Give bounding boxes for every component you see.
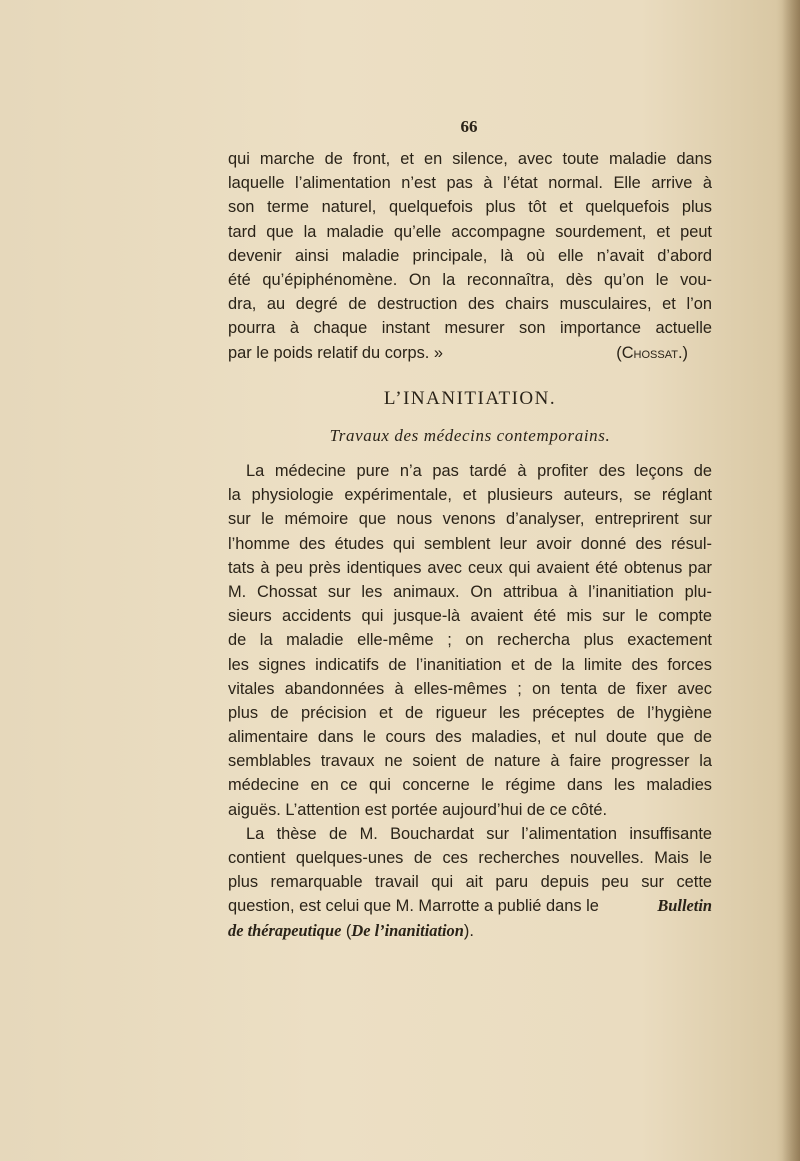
- paren-open: (: [341, 921, 352, 940]
- text-line: médecine en ce qui concerne le régime dans les maladies: [228, 776, 712, 795]
- text-line: M. Chossat sur les animaux. On attribua à l’inanitiation plu-: [228, 582, 712, 601]
- text-line: [228, 919, 712, 943]
- page-number: 66: [460, 117, 478, 136]
- section-subtitle: Travaux des médecins contemporains.: [329, 426, 611, 445]
- quote-closing-text: par le poids relatif du corps. »: [228, 343, 444, 362]
- text-line-segment: question, est celui que M. Marrotte a publié dans le: [228, 897, 599, 916]
- text-line: La thèse de M. Bouchardat sur l’alimentation insuffisante: [246, 824, 712, 843]
- text-line: dra, au degré de destruction des chairs musculaires, et l’on: [228, 295, 712, 314]
- text-line: [228, 894, 712, 918]
- text-line: la physiologie expérimentale, et plusieurs auteurs, se réglant: [228, 486, 712, 505]
- text-line: laquelle l’alimentation n’est pas à l’état normal. Elle arrive à: [228, 174, 712, 193]
- text-line: sieurs accidents qui jusque-là avaient été mis sur le compte: [228, 607, 712, 626]
- text-line: aiguës. L’attention est portée aujourd’hui de ce côté.: [228, 800, 608, 819]
- text-line: plus de précision et de rigueur les préceptes de l’hygiène: [228, 703, 712, 722]
- text-line: alimentaire dans le cours des maladies, et nul doute que de: [228, 728, 712, 747]
- paragraph-main: [228, 459, 712, 943]
- paragraph-continuation: [228, 147, 712, 365]
- quote-attribution: (Chossat.): [616, 343, 688, 362]
- text-line: semblables travaux ne soient de nature à faire progresser la: [228, 752, 712, 771]
- text-line: été qu’épiphénomène. On la reconnaîtra, dès qu’on le vou-: [228, 270, 712, 289]
- section-title: L’INANITIATION.: [383, 388, 557, 409]
- text-line: plus remarquable travail qui ait paru depuis peu sur cette: [228, 873, 712, 892]
- text-line: tats à peu près identiques avec ceux qui avaient été obtenus par: [228, 558, 712, 577]
- text-line: La médecine pure n’a pas tardé à profiter des leçons de: [246, 462, 712, 480]
- text-line: pourra à chaque instant mesurer son importance actuelle: [228, 319, 712, 338]
- text-line: de la maladie elle-même ; on rechercha plus exactement: [228, 631, 712, 650]
- text-line: les signes indicatifs de l’inanitiation et de la limite des forces: [228, 655, 712, 674]
- page-gutter-shadow: [782, 0, 800, 1161]
- text-line: vitales abandonnées à elles-mêmes ; on tenta de fixer avec: [228, 679, 712, 698]
- text-line: son terme naturel, quelquefois plus tôt et quelquefois plus: [228, 198, 712, 217]
- text-line: devenir ainsi maladie principale, là où elle n’avait d’abord: [228, 246, 712, 265]
- paren-close: ).: [463, 921, 474, 940]
- text-line: l’homme des études qui semblent leur avoir donné des résul-: [228, 534, 712, 553]
- text-line-with-attribution: [228, 341, 712, 365]
- text-line: contient quelques-unes de ces recherches nouvelles. Mais le: [228, 849, 712, 867]
- text-line: tard que la maladie qu’elle accompagne sourdement, et peut: [228, 222, 712, 241]
- text-line: sur le mémoire que nous venons d’analyser, entreprirent sur: [228, 510, 712, 529]
- journal-title-part1: Bulletin: [657, 896, 712, 916]
- journal-title-part2: de thérapeutique: [228, 920, 342, 940]
- article-title: De l’inanitiation: [351, 920, 464, 940]
- text-line: qui marche de front, et en silence, avec toute maladie dans: [228, 150, 712, 168]
